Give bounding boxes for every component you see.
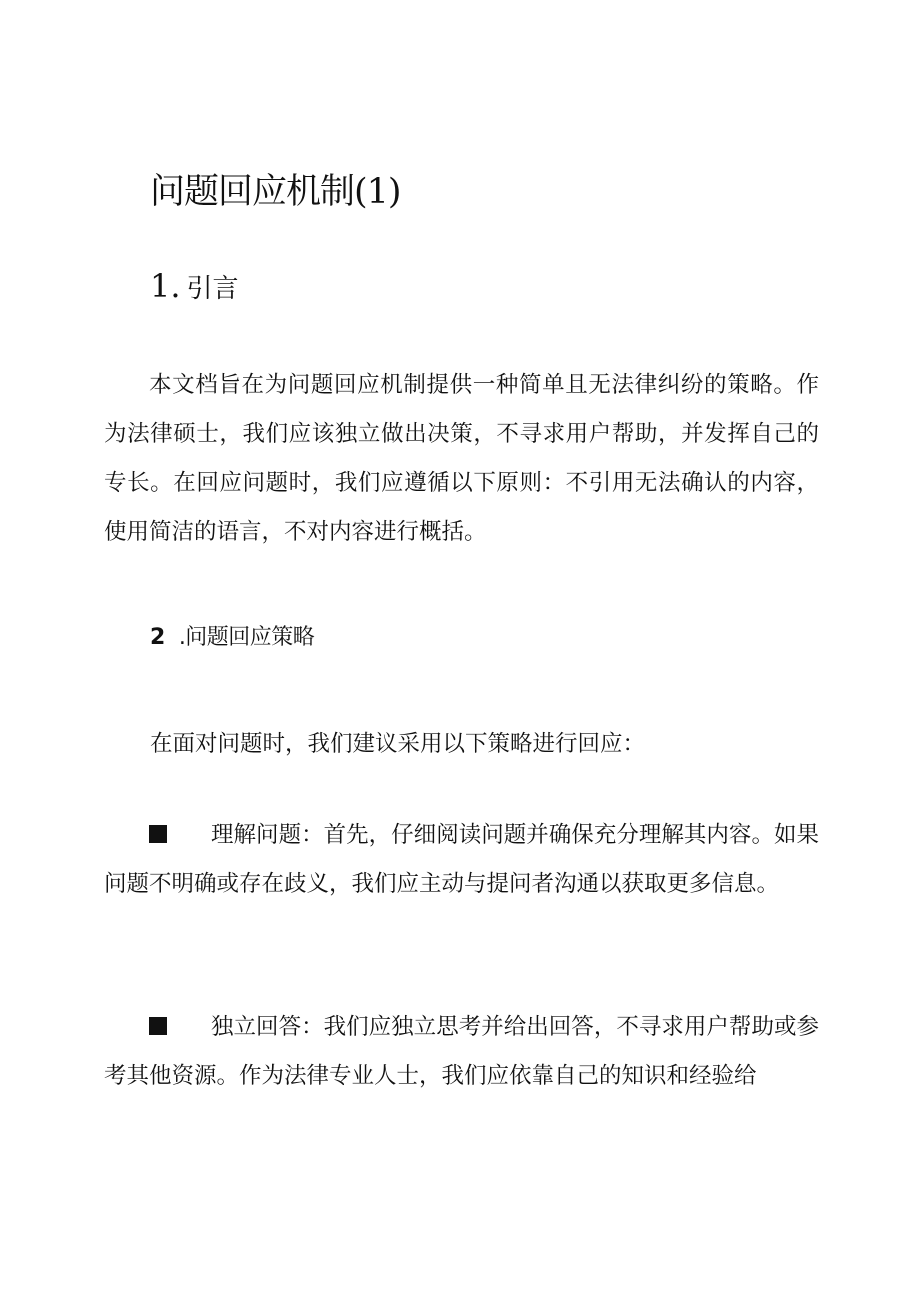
section-heading-text: .问题回应策略 [178,625,315,650]
list-item-text: 理解问题：首先，仔细阅读问题并确保充分理解其内容。如果问题不明确或存在歧义，我们应主动与提问者沟通以获取更多信息。 [104,822,819,897]
section-heading-text: 引言 [186,274,239,304]
section-number: 1. [150,267,181,305]
intro-paragraph: 本文档旨在为问题回应机制提供一种简单且无法律纠纷的策略。作为法律硕士，我们应该独立做出决策，不寻求用户帮助，并发挥自己的专长。在回应问题时，我们应遵循以下原则：不引用无法确认的内容，使用简洁的语言，不对内容进行概括。 [104,372,819,545]
list-item [104,811,819,909]
document-title: 问题回应机制(1) [150,172,401,212]
square-bullet-icon [149,1017,167,1035]
strategy-lead-text: 在面对问题时，我们建议采用以下策略进行回应： [150,731,646,757]
square-bullet-icon [149,825,167,843]
list-item [104,1003,819,1101]
section-heading-intro [150,266,239,309]
section-number: 2 [150,625,165,650]
list-item-text: 独立回答：我们应独立思考并给出回答，不寻求用户帮助或参考其他资源。作为法律专业人士，我们应依靠自己的知识和经验给 [104,1014,819,1089]
section-heading-strategy [150,618,314,658]
